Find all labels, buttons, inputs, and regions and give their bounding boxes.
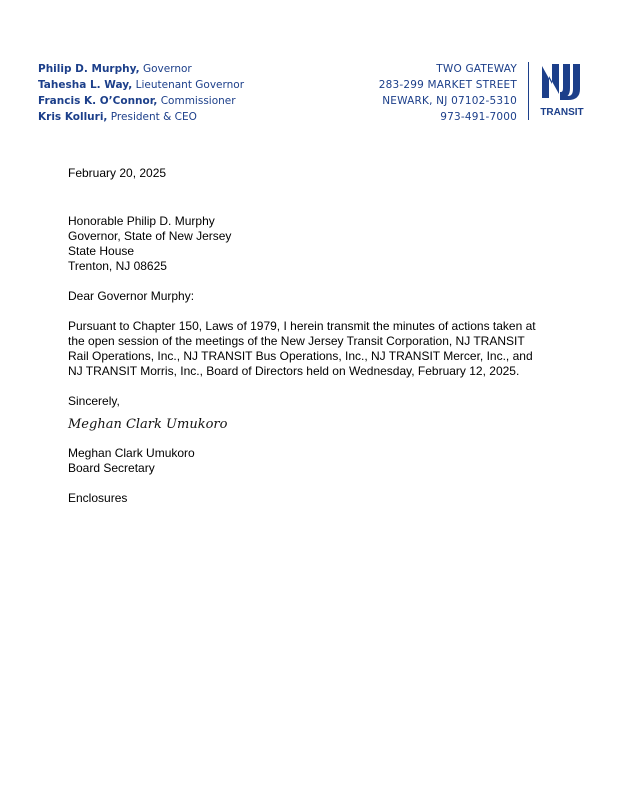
recipient-line: State House (68, 244, 135, 258)
official-name: Philip D. Murphy, (38, 63, 140, 75)
closing: Sincerely, (68, 394, 120, 408)
body-paragraph: Pursuant to Chapter 150, Laws of 1979, I herein transmit the minutes of actions taken at the open session of the meetings of the New Jersey Transit Corporation, NJ TRANSIT Rail Operations, Inc., NJ TRANSIT Bus Operations, Inc., NJ TRANSIT Mercer, Inc., and NJ TRANSIT Morris, Inc., Board of Directors held on Wednesday, February 12, 2025. (68, 319, 536, 378)
official-title: Commissioner (157, 95, 236, 107)
address-line: 283-299 MARKET STREET (378, 79, 517, 91)
recipient-address (68, 214, 548, 274)
official-name: Tahesha L. Way, (38, 79, 133, 91)
letterhead-divider (528, 62, 529, 120)
official-president (38, 109, 244, 125)
signer-name: Meghan Clark Umukoro (68, 446, 195, 460)
official-commissioner (38, 93, 244, 109)
recipient-line: Trenton, NJ 08625 (68, 259, 167, 273)
nj-transit-logo (538, 62, 586, 120)
salutation: Dear Governor Murphy: (68, 289, 195, 303)
address-line: TWO GATEWAY (436, 63, 517, 75)
official-title: President & CEO (107, 111, 197, 123)
official-name: Kris Kolluri, (38, 111, 108, 123)
office-address (379, 61, 517, 125)
enclosures-note: Enclosures (68, 491, 128, 505)
letter-date: February 20, 2025 (68, 166, 167, 180)
recipient-line: Governor, State of New Jersey (68, 229, 232, 243)
address-line: NEWARK, NJ 07102-5310 (382, 95, 517, 107)
letter-body (68, 166, 548, 506)
recipient-line: Honorable Philip D. Murphy (68, 214, 215, 228)
phone-number: 973-491-7000 (440, 111, 517, 123)
officials-list (38, 61, 244, 125)
official-title: Governor (139, 63, 192, 75)
official-title: Lieutenant Governor (132, 79, 245, 91)
official-lieutenant-governor (38, 77, 244, 93)
official-name: Francis K. O’Connor, (38, 95, 158, 107)
logo-word: TRANSIT (540, 107, 584, 118)
signer-title: Board Secretary (68, 461, 155, 475)
handwritten-signature: Meghan Clark Umukoro (68, 417, 228, 432)
official-governor (38, 61, 244, 77)
